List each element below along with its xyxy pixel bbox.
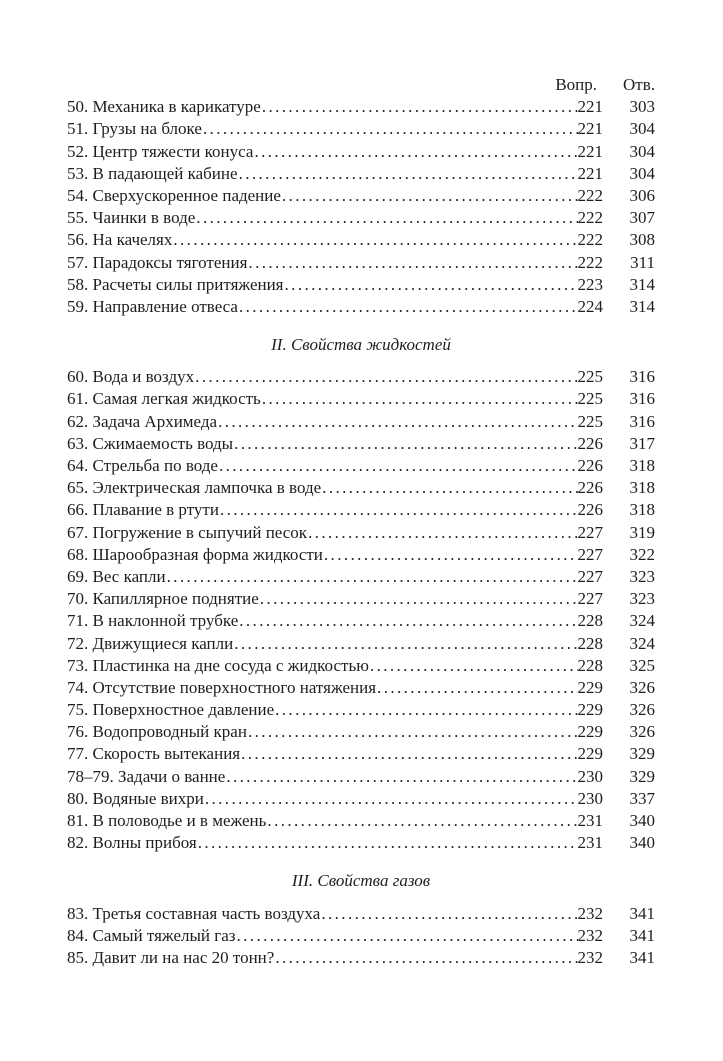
answer-page-number: 340 xyxy=(629,811,655,830)
dot-leader xyxy=(239,610,577,632)
question-page-number: 229 xyxy=(577,722,603,742)
toc-entry xyxy=(67,477,655,499)
answer-page-number: 314 xyxy=(629,274,655,294)
toc-entry xyxy=(67,699,655,721)
entry-title: 61. Самая легкая жидкость xyxy=(67,389,261,409)
question-page-number: 226 xyxy=(577,500,603,520)
dot-leader xyxy=(241,743,577,765)
entry-title: 63. Сжимаемость воды xyxy=(67,433,234,453)
answer-page-number: 329 xyxy=(629,744,655,764)
question-page-number: 227 xyxy=(577,566,603,586)
answer-page-number: 317 xyxy=(629,433,655,453)
dot-leader xyxy=(248,252,577,274)
answer-page-number: 341 xyxy=(629,947,655,967)
dot-leader xyxy=(254,141,577,163)
answer-page-number: 314 xyxy=(629,296,655,316)
dot-leader xyxy=(260,588,578,610)
answer-page-number: 316 xyxy=(629,367,655,387)
dot-leader xyxy=(173,229,577,251)
question-page-number: 221 xyxy=(577,97,603,117)
toc-entry xyxy=(67,185,655,207)
entry-title: 83. Третья составная часть воздуха xyxy=(67,903,321,923)
entry-title: 60. Вода и воздух xyxy=(67,367,195,387)
entry-title: 77. Скорость вытекания xyxy=(67,744,241,764)
dot-leader xyxy=(167,566,578,588)
entry-title: 59. Направление отвеса xyxy=(67,296,238,316)
question-page-number: 226 xyxy=(577,478,603,498)
dot-leader xyxy=(237,925,578,947)
question-page-number: 229 xyxy=(577,744,603,764)
entry-title: 50. Механика в карикатуре xyxy=(67,97,261,117)
toc-entry xyxy=(67,207,655,229)
dot-leader xyxy=(370,655,578,677)
toc-entry xyxy=(67,433,655,455)
toc-entry xyxy=(67,163,655,185)
answer-column-header: Отв. xyxy=(623,75,655,94)
answer-page-number: 303 xyxy=(629,97,655,117)
question-page-number: 232 xyxy=(577,903,603,923)
entry-title: 81. В половодье и в межень xyxy=(67,811,267,830)
dot-leader xyxy=(262,388,578,410)
dot-leader xyxy=(219,455,578,477)
question-page-number: 232 xyxy=(577,947,603,967)
answer-page-number: 337 xyxy=(629,788,655,808)
toc-entry xyxy=(67,743,655,765)
answer-page-number: 304 xyxy=(629,141,655,161)
entry-title: 73. Пластинка на дне сосуда с жидкостью xyxy=(67,655,369,675)
question-page-number: 221 xyxy=(577,141,603,161)
toc-entry xyxy=(67,633,655,655)
dot-leader xyxy=(308,522,577,544)
dot-leader xyxy=(321,903,577,925)
question-page-number: 226 xyxy=(577,433,603,453)
entry-title: 62. Задача Архимеда xyxy=(67,411,218,431)
question-page-number: 228 xyxy=(577,611,603,631)
dot-leader xyxy=(218,411,577,433)
toc-entry xyxy=(67,925,655,947)
entry-title: 67. Погружение в сыпучий песок xyxy=(67,522,308,542)
question-page-number: 221 xyxy=(577,119,603,139)
dot-leader xyxy=(198,832,578,854)
entry-title: 58. Расчеты силы притяжения xyxy=(67,274,284,294)
question-page-number: 222 xyxy=(577,185,603,205)
question-page-number: 228 xyxy=(577,655,603,675)
dot-leader xyxy=(239,163,578,185)
toc-entry xyxy=(67,252,655,274)
toc-entry xyxy=(67,499,655,521)
answer-page-number: 306 xyxy=(629,185,655,205)
toc-entry xyxy=(67,721,655,743)
toc-body xyxy=(67,96,655,969)
toc-entry xyxy=(67,766,655,788)
entry-title: 71. В наклонной трубке xyxy=(67,611,239,631)
question-page-number: 227 xyxy=(577,589,603,609)
answer-page-number: 341 xyxy=(629,903,655,923)
toc-entry xyxy=(67,296,655,318)
entry-title: 70. Капиллярное поднятие xyxy=(67,589,259,609)
toc-entry xyxy=(67,947,655,969)
entry-title: 53. В падающей кабине xyxy=(67,163,238,183)
dot-leader xyxy=(220,499,578,521)
toc-entry xyxy=(67,455,655,477)
answer-page-number: 340 xyxy=(629,833,655,853)
toc-entry xyxy=(67,832,655,854)
entry-title: 78–79. Задачи о ванне xyxy=(67,766,226,786)
dot-leader xyxy=(324,544,578,566)
section-heading: III. Свойства газов xyxy=(291,871,431,891)
question-page-number: 224 xyxy=(577,296,603,316)
dot-leader xyxy=(248,721,578,743)
entry-title: 66. Плавание в ртути xyxy=(67,500,219,520)
question-page-number: 222 xyxy=(577,208,603,228)
entry-title: 69. Вес капли xyxy=(67,566,166,586)
question-page-number: 225 xyxy=(577,411,603,431)
entry-title: 54. Сверхускоренное падение xyxy=(67,185,281,205)
question-page-number: 230 xyxy=(577,788,603,808)
answer-page-number: 311 xyxy=(630,252,655,272)
dot-leader xyxy=(195,366,577,388)
answer-page-number: 323 xyxy=(629,566,655,586)
answer-page-number: 318 xyxy=(629,456,655,475)
toc-entry xyxy=(67,544,655,566)
entry-title: 56. На качелях xyxy=(67,230,173,250)
toc-entry xyxy=(67,96,655,118)
answer-page-number: 316 xyxy=(629,411,655,431)
entry-title: 57. Парадоксы тяготения xyxy=(67,252,248,272)
question-page-number: 226 xyxy=(577,456,603,475)
answer-page-number: 304 xyxy=(629,119,655,139)
question-page-number: 223 xyxy=(577,274,603,294)
question-page-number: 229 xyxy=(577,700,603,720)
entry-title: 65. Электрическая лампочка в воде xyxy=(67,478,322,498)
question-page-number: 221 xyxy=(577,163,603,183)
question-page-number: 230 xyxy=(577,766,603,786)
toc-entry xyxy=(67,274,655,296)
toc-entry xyxy=(67,366,655,388)
question-page-number: 225 xyxy=(577,367,603,387)
entry-title: 52. Центр тяжести конуса xyxy=(67,141,254,161)
dot-leader xyxy=(205,788,578,810)
answer-page-number: 322 xyxy=(629,544,655,564)
entry-title: 74. Отсутствие поверхностного натяжения xyxy=(67,677,377,697)
toc-entry xyxy=(67,677,655,699)
toc-entry xyxy=(67,655,655,677)
toc-entry xyxy=(67,522,655,544)
dot-leader xyxy=(226,766,577,788)
dot-leader xyxy=(275,699,577,721)
question-page-number: 222 xyxy=(577,252,603,272)
question-page-number: 231 xyxy=(577,811,603,830)
answer-page-number: 308 xyxy=(629,230,655,250)
toc-entry xyxy=(67,229,655,251)
section-heading: II. Свойства жидкостей xyxy=(271,335,451,355)
dot-leader xyxy=(285,274,578,296)
answer-page-number: 326 xyxy=(629,677,655,697)
entry-title: 84. Самый тяжелый газ xyxy=(67,925,236,945)
dot-leader xyxy=(196,207,577,229)
entry-title: 80. Водяные вихри xyxy=(67,788,204,808)
entry-title: 64. Стрельба по воде xyxy=(67,456,218,475)
answer-page-number: 326 xyxy=(629,722,655,742)
dot-leader xyxy=(282,185,578,207)
answer-page-number: 341 xyxy=(629,925,655,945)
answer-page-number: 323 xyxy=(629,589,655,609)
toc-entry xyxy=(67,118,655,140)
entry-title: 72. Движущиеся капли xyxy=(67,633,234,653)
toc-entry xyxy=(67,566,655,588)
dot-leader xyxy=(239,296,578,318)
question-page-number: 222 xyxy=(577,230,603,250)
entry-title: 82. Волны прибоя xyxy=(67,833,197,853)
answer-page-number: 318 xyxy=(629,478,655,498)
dot-leader xyxy=(262,96,578,118)
toc-entry xyxy=(67,903,655,925)
answer-page-number: 324 xyxy=(629,633,655,653)
answer-page-number: 329 xyxy=(629,766,655,786)
question-column-header: Вопр. xyxy=(555,75,597,94)
dot-leader xyxy=(203,118,578,140)
toc-entry xyxy=(67,141,655,163)
answer-page-number: 318 xyxy=(629,500,655,520)
answer-page-number: 324 xyxy=(629,611,655,631)
answer-page-number: 307 xyxy=(629,208,655,228)
answer-page-number: 304 xyxy=(629,163,655,183)
toc-entry xyxy=(67,388,655,410)
toc-entry xyxy=(67,788,655,810)
question-page-number: 232 xyxy=(577,925,603,945)
question-page-number: 229 xyxy=(577,677,603,697)
entry-title: 75. Поверхностное давление xyxy=(67,700,275,720)
toc-entry xyxy=(67,610,655,632)
question-page-number: 227 xyxy=(577,522,603,542)
entry-title: 85. Давит ли на нас 20 тонн? xyxy=(67,947,275,967)
question-page-number: 225 xyxy=(577,389,603,409)
answer-page-number: 325 xyxy=(629,655,655,675)
answer-page-number: 319 xyxy=(629,522,655,542)
dot-leader xyxy=(267,810,577,832)
entry-title: 68. Шарообразная форма жидкости xyxy=(67,544,323,564)
question-page-number: 227 xyxy=(577,544,603,564)
entry-title: 76. Водопроводный кран xyxy=(67,722,247,742)
toc-entry xyxy=(67,588,655,610)
entry-title: 55. Чаинки в воде xyxy=(67,208,196,228)
answer-page-number: 326 xyxy=(629,700,655,720)
toc-entry xyxy=(67,411,655,433)
dot-leader xyxy=(234,433,577,455)
answer-page-number: 316 xyxy=(629,389,655,409)
column-headers xyxy=(67,74,655,96)
question-page-number: 231 xyxy=(577,833,603,853)
entry-title: 51. Грузы на блоке xyxy=(67,119,202,139)
question-page-number: 228 xyxy=(577,633,603,653)
dot-leader xyxy=(234,633,577,655)
toc-entry xyxy=(67,810,655,832)
dot-leader xyxy=(322,477,577,499)
dot-leader xyxy=(377,677,577,699)
dot-leader xyxy=(275,947,577,969)
